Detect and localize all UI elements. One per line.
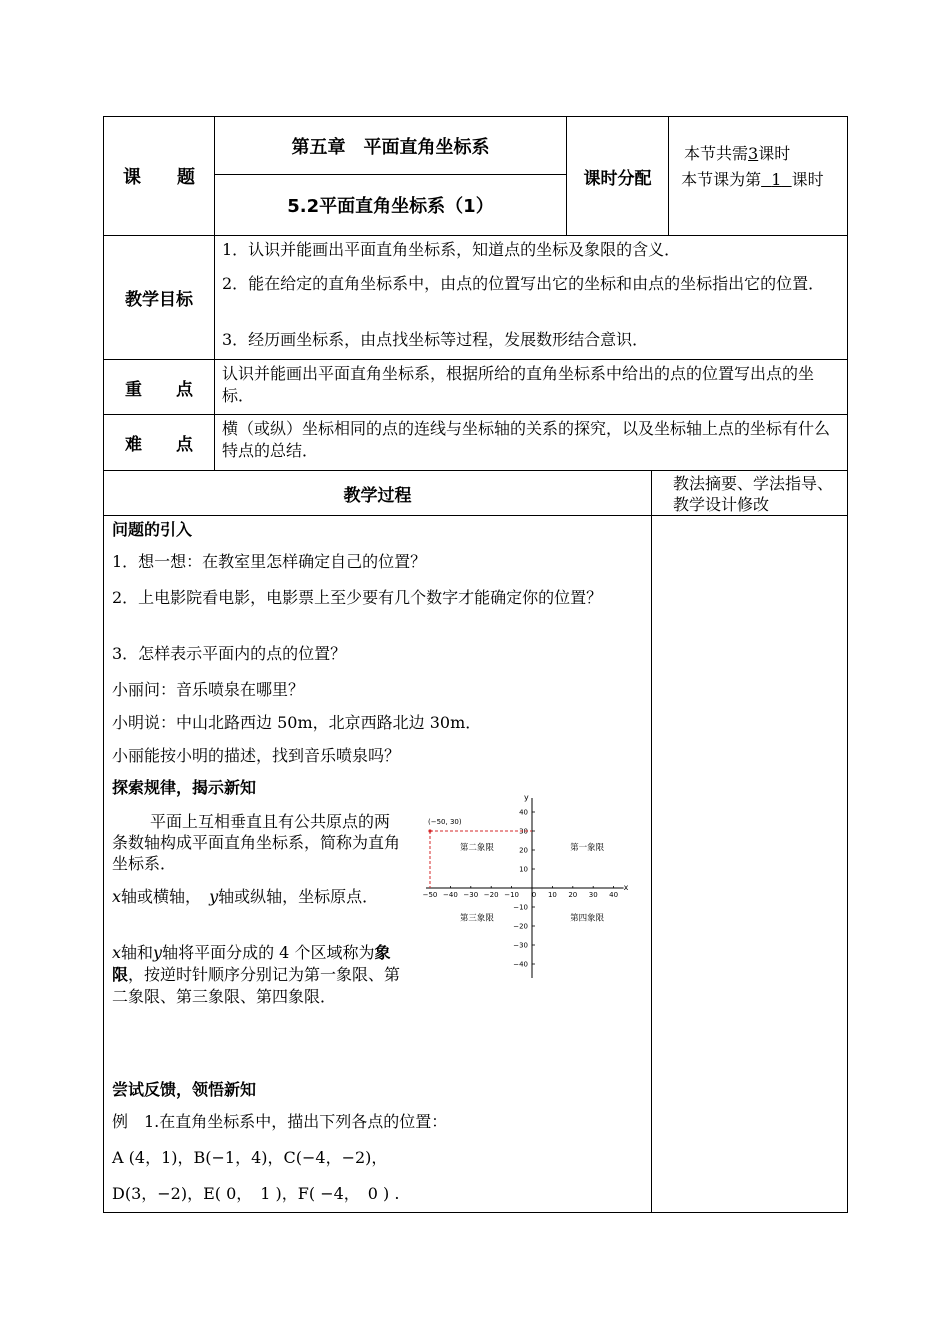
notes-label: 教法摘要、学法指导、教学设计修改 [673, 474, 834, 514]
intro-item-5: 小明说：中山北路西边 50m，北京西路北边 30m． [112, 713, 482, 732]
x-axis-symbol: x [112, 887, 122, 906]
intro-item-3: 3．怎样表示平面内的点的位置？ [112, 644, 347, 663]
explore-paragraph-1: 平面上互相垂直且有公共原点的两条数轴构成平面直角坐标系，简称为直角坐标系． [112, 812, 401, 873]
period-current-suffix: 课时 [791, 170, 824, 189]
key-points-label: 重 点 [125, 379, 193, 400]
row-divider [103, 515, 848, 516]
intro-heading: 问题的引入 [112, 520, 193, 539]
objective-item-2: 2．能在给定的直角坐标系中，由点的位置写出它的坐标和由点的坐标指出它的位置． [222, 274, 825, 293]
example-text: 例 1.在直角坐标系中，描出下列各点的位置： [112, 1112, 448, 1131]
y-tick-label: −30 [513, 941, 528, 950]
key-points-text: 认识并能画出平面直角坐标系，根据所给的直角坐标系中给出的点的位置写出点的坐标． [222, 364, 815, 405]
col-divider [651, 470, 652, 1213]
x-tick-label: 30 [588, 891, 598, 899]
intro-item-2: 2．上电影院看电影，电影票上至少要有几个数字才能确定你的位置？ [112, 588, 603, 607]
y-tick-label: −10 [513, 903, 528, 912]
x-tick-label: 20 [568, 891, 578, 899]
x-tick-label: −20 [483, 891, 499, 899]
objective-item-3: 3．经历画坐标系，由点找坐标等过程，发展数形结合意识． [222, 330, 649, 349]
explore-paragraph-3: x轴和y轴将平面分成的 4 个区域称为象限，按逆时针顺序分别记为第一象限、第二象限、第三象限、第四象限． [112, 943, 401, 1006]
y-tick-label: −20 [513, 922, 528, 931]
x-tick-label: −50 [422, 891, 438, 899]
explore-paragraph-2: x轴或横轴， y轴或纵轴，坐标原点． [112, 887, 379, 906]
explore-heading: 探索规律，揭示新知 [112, 778, 257, 797]
quadrant-3-label: 第三象限 [459, 913, 494, 924]
x-tick-label: 40 [609, 891, 619, 899]
y-tick-label: −40 [513, 960, 528, 969]
coordinate-plane-figure [422, 780, 640, 980]
table-border-bottom [103, 1212, 848, 1213]
intro-item-4: 小丽问：音乐喷泉在哪里？ [112, 680, 305, 699]
chapter-title: 第五章 平面直角坐标系 [291, 136, 490, 158]
period-current-value: 1 [771, 170, 782, 189]
quadrant-4-label: 第四象限 [570, 913, 605, 924]
y-tick-label: 10 [519, 865, 528, 874]
point-label: (−50, 30) [428, 818, 462, 826]
try-heading: 尝试反馈，领悟新知 [112, 1080, 257, 1099]
period-current-prefix: 本节课为第 [681, 170, 762, 189]
y-tick-label: 30 [519, 827, 528, 836]
quadrant-1-label: 第一象限 [570, 843, 605, 853]
x-tick-label: 10 [547, 891, 557, 899]
x-axis-label: x [623, 883, 629, 892]
y-tick-label: 20 [519, 846, 528, 855]
x-tick-label: −40 [443, 891, 458, 899]
quadrant-term: 象限 [112, 943, 391, 984]
table-border-right [847, 116, 848, 1213]
period-total [684, 143, 844, 165]
period-label: 课时分配 [583, 168, 652, 189]
period-total-suffix: 课时 [758, 144, 791, 163]
x-tick-label: 0 [531, 891, 537, 899]
y-tick-label: 40 [519, 808, 528, 817]
point-marker [428, 829, 431, 832]
topic-label: 课 题 [123, 167, 195, 188]
coordinate-plane [423, 793, 629, 978]
period-total-value: 3 [748, 144, 759, 163]
period-current [676, 169, 842, 191]
section-title: 5.2平面直角坐标系（1） [287, 196, 494, 217]
period-total-prefix: 本节共需 [684, 144, 749, 163]
difficulties-label: 难 点 [125, 435, 193, 455]
intro-item-1: 1．想一想：在教室里怎样确定自己的位置？ [112, 552, 427, 571]
x-tick-label: −10 [504, 891, 519, 899]
y-axis-symbol: y [209, 887, 219, 906]
objective-item-1: 1．认识并能画出平面直角坐标系，知道点的坐标及象限的含义． [222, 240, 681, 259]
quadrant-2-label: 第二象限 [459, 843, 494, 853]
y-axis-label: y [524, 793, 529, 802]
col-divider [668, 116, 669, 236]
difficulties-text: 横（或纵）坐标相同的点的连线与坐标轴的关系的探究，以及坐标轴上点的坐标有什么特点的总结． [222, 419, 831, 460]
process-label: 教学过程 [343, 485, 412, 506]
x-tick-label: −30 [463, 891, 479, 899]
points-line-1: A (4，1)，B(−1，4)，C(−4，−2)， [112, 1148, 388, 1167]
objectives-label: 教学目标 [125, 290, 193, 310]
intro-item-6: 小丽能按小明的描述，找到音乐喷泉吗？ [112, 746, 401, 765]
points-line-2: D(3，−2)，E( 0， 1 )，F( −4， 0 ) . [112, 1184, 400, 1203]
